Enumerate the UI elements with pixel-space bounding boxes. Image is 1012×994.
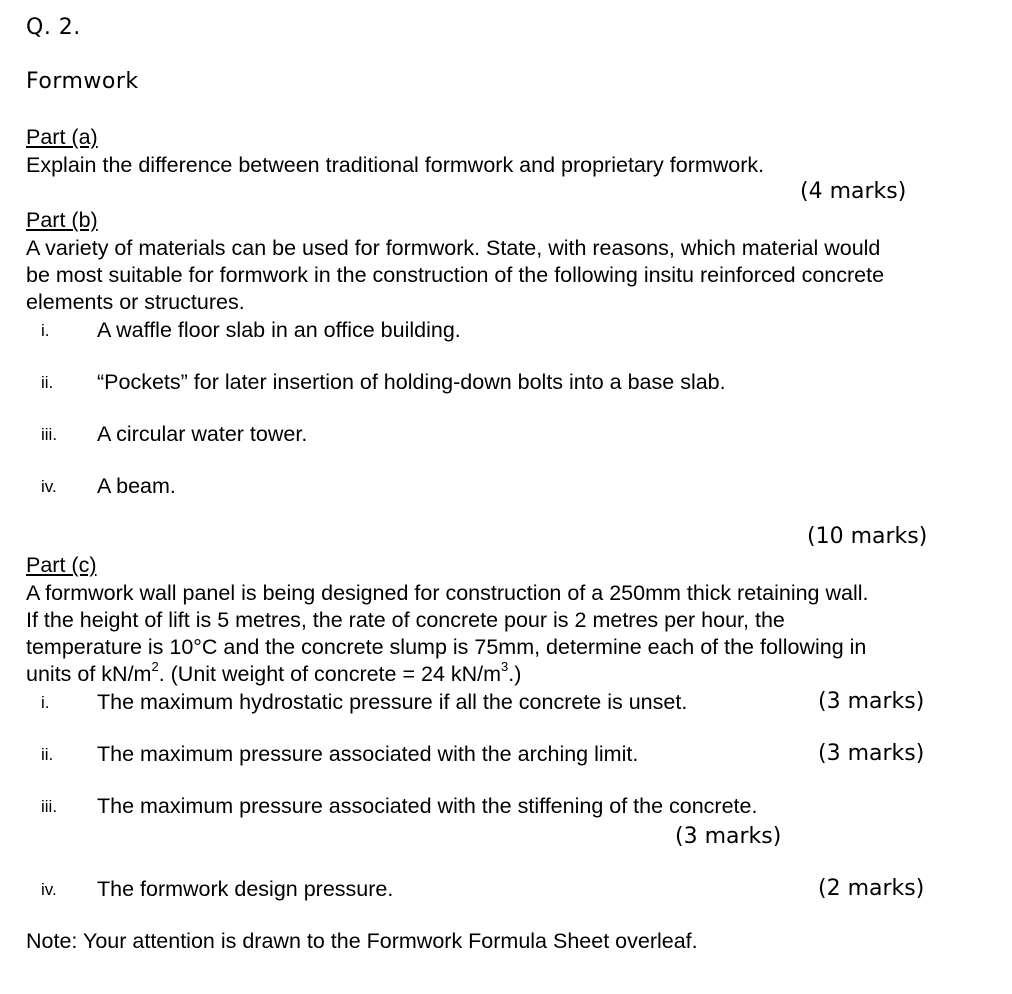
question-number: Q. 2. [26, 15, 81, 40]
part-b-intro-line: elements or structures. [26, 290, 245, 314]
list-item-number: ii. [41, 373, 54, 392]
part-b-intro-line: A variety of materials can be used for formwork. State, with reasons, which material would [26, 236, 881, 260]
item-marks: (3 marks) [675, 824, 782, 849]
part-a-marks: (4 marks) [800, 179, 907, 204]
units-text: units of kN/m [26, 662, 152, 686]
list-item-number: ii. [41, 745, 54, 764]
units-text: . (Unit weight of concrete = 24 kN/m [158, 662, 502, 686]
list-item: The maximum hydrostatic pressure if all the concrete is unset. [97, 690, 688, 714]
part-c-heading: Part (c) [26, 553, 97, 577]
list-item-number: i. [41, 321, 50, 340]
item-marks: (3 marks) [818, 689, 925, 714]
list-item: “Pockets” for later insertion of holding-down bolts into a base slab. [97, 370, 726, 394]
units-text: .) [508, 662, 522, 686]
item-marks: (3 marks) [818, 741, 925, 766]
part-b-marks: (10 marks) [807, 524, 928, 549]
list-item: The maximum pressure associated with the arching limit. [97, 742, 639, 766]
list-item-number: iii. [41, 425, 58, 444]
part-c-units-line [26, 658, 522, 689]
list-item: The formwork design pressure. [97, 877, 394, 901]
list-item-number: i. [41, 693, 50, 712]
list-item: A beam. [97, 474, 176, 498]
units-superscript: 2 [151, 658, 159, 674]
part-a-heading: Part (a) [26, 125, 98, 149]
list-item: A waffle floor slab in an office building. [97, 318, 461, 342]
list-item-number: iii. [41, 797, 58, 816]
part-b-intro-line: be most suitable for formwork in the construction of the following insitu reinforced concrete [26, 263, 885, 287]
part-c-intro-line: A formwork wall panel is being designed for construction of a 250mm thick retaining wall. [26, 581, 869, 605]
part-a-text: Explain the difference between traditional formwork and proprietary formwork. [26, 153, 765, 177]
list-item-number: iv. [41, 477, 57, 496]
item-marks: (2 marks) [818, 876, 925, 901]
question-title: Formwork [26, 69, 139, 94]
note-text: Note: Your attention is drawn to the Formwork Formula Sheet overleaf. [26, 929, 698, 953]
list-item: A circular water tower. [97, 422, 308, 446]
list-item-number: iv. [41, 880, 57, 899]
list-item: The maximum pressure associated with the stiffening of the concrete. [97, 794, 758, 818]
part-c-intro-line: If the height of lift is 5 metres, the rate of concrete pour is 2 metres per hour, the [26, 608, 785, 632]
part-c-intro-line: temperature is 10°C and the concrete slump is 75mm, determine each of the following in [26, 635, 867, 659]
part-b-heading: Part (b) [26, 208, 98, 232]
units-superscript: 3 [501, 658, 509, 674]
